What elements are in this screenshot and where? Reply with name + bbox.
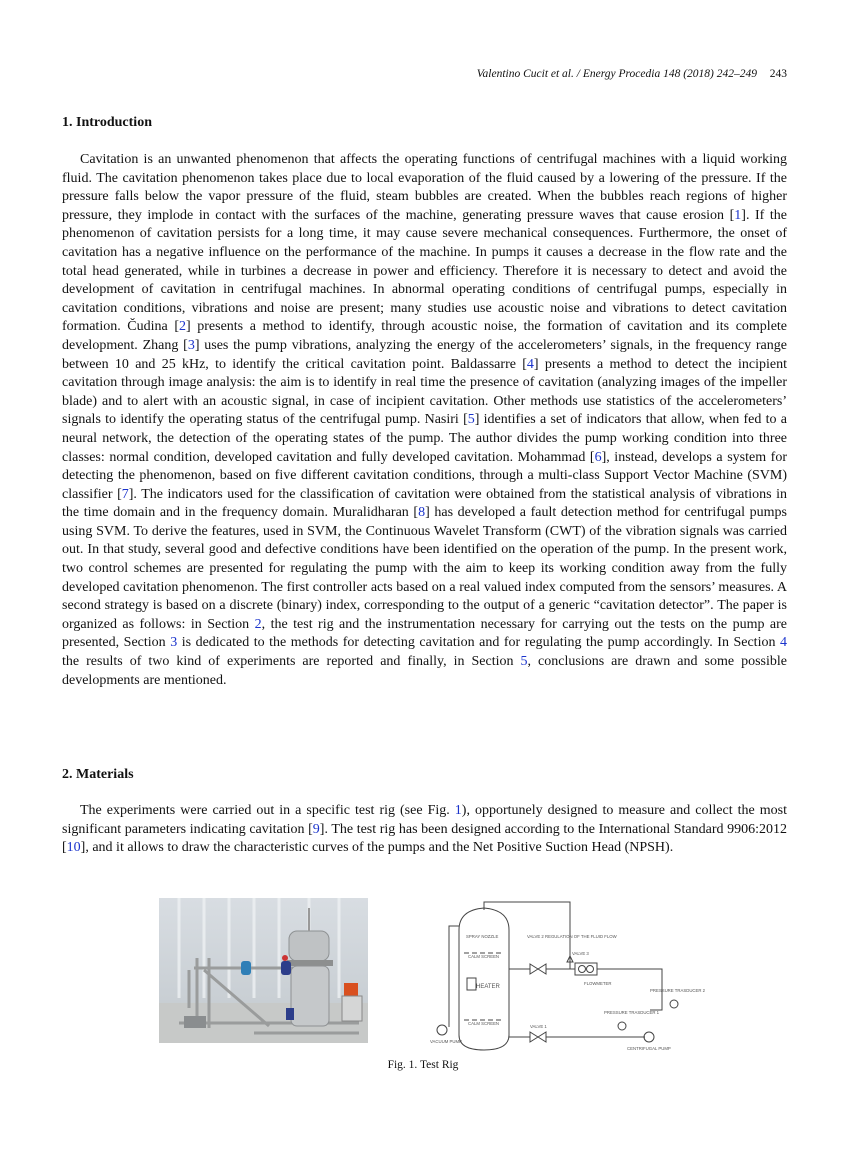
page-number: 243 — [769, 68, 787, 80]
label-valve2: VALVE 2 REGULATION OF THE FLUID FLOW — [527, 934, 617, 939]
label-spray-nozzle: SPRAY NOZZLE — [466, 934, 499, 939]
label-pressure-transducer-1: PRESSURE TRASDUCER 1 — [604, 1010, 660, 1015]
section-heading-materials: 2. Materials — [62, 767, 134, 782]
text-segment: ], and it allows to draw the characteristic curves of the pumps and the Net Positive Suction Head (NPSH). — [80, 840, 674, 856]
reference-link[interactable]: 4 — [779, 635, 787, 651]
test-rig-photo — [159, 898, 368, 1043]
reference-link[interactable]: 4 — [526, 356, 534, 372]
label-calm-screen-top: CALM SCREEN — [468, 954, 500, 959]
text-segment: ] identifies a set of indicators that allow, when fed to a neural network, the detection of the operating states of the pump. The author divides the pump working condition into three classes: normal condition, developed cavitation and fully developed cavitation. Mohammad [ — [62, 412, 787, 465]
text-segment: ]. The test rig has been designed according to the International Standard 9906:2012 [ — [62, 821, 787, 856]
label-valve1: VALVE 1 — [530, 1024, 547, 1029]
label-calm-screen-bottom: CALM SCREEN — [468, 1021, 500, 1026]
reference-link[interactable]: 1 — [454, 803, 462, 818]
reference-link[interactable]: 5 — [467, 412, 475, 428]
text-segment: ] has developed a fault detection method for centrifugal pumps using SVM. To derive the features, used in SVM, the Continuous Wavelet Transform (CWT) of the vibration signals was carried out. In that study, several good and defective conditions have been identified on the operation of the pump. In the present work, two control schemes are presented for regulating the pump with the aim to keep its working condition away from the fully developed cavitation phenomenon. The first controller acts based on a real valued index computed from the sensors’ measures. A second strategy is based on a discrete (binary) index, corresponding to the output of a generic “cavitation detector”. The paper is organized as follows: in Section — [62, 505, 787, 632]
label-pressure-transducer-2: PRESSURE TRASDUCER 2 — [650, 988, 706, 993]
reference-link[interactable]: 5 — [520, 654, 528, 670]
text-segment: Cavitation is an unwanted phenomenon that affects the operating functions of centrifugal machines with a liquid working fluid. The cavitation phenomenon takes place due to local evaporation of the fluid caused by a lowering of the pressure. If the pressure falls below the vapor pressure of the fluid, steam bubbles are created. When the bubbles reach regions of higher pressure, they implode in contact with the surfaces of the machine, generating pressure waves that cause erosion [ — [62, 152, 787, 223]
text-segment: ] presents a method to identify, through acoustic noise, the formation of cavitation and its complete development. Zhang [ — [62, 319, 788, 353]
text-segment: The experiments were carried out in a specific test rig (see Fig. — [80, 803, 455, 818]
introduction-paragraph — [62, 151, 787, 690]
text-segment: the results of two kind of experiments are reported and finally, in Section — [62, 654, 521, 670]
text-segment: ]. The indicators used for the classification of cavitation were obtained from the statistical analysis of vibrations in the time domain and in the frequency domain. Muralidharan [ — [62, 486, 787, 521]
text-segment: ], instead, develops a system for detecting the phenomenon, based on five different cavitation conditions, through a multi-class Support Vector Machine (SVM) classifier [ — [62, 449, 787, 502]
text-segment: , the test rig and the instrumentation necessary for carrying out the tests on the pump are presented, Section — [62, 616, 788, 651]
reference-link[interactable]: 3 — [187, 337, 195, 353]
figure-caption: Fig. 1. Test Rig — [387, 1059, 459, 1071]
text-segment: ] presents a method to detect the incipient cavitation through image analysis: the aim is to identify in real time the presence of cavitation (analyzing images of the impeller blade) and to alert with an acoustic signal, in case of incipient cavitation. Other methods use statistics of the accelerometers’ signals to identify the operating status of the centrifugal pump. Nasiri [ — [62, 356, 787, 428]
reference-link[interactable]: 7 — [121, 486, 129, 502]
label-heater: HEATER — [476, 984, 500, 990]
reference-link[interactable]: 2 — [254, 616, 262, 632]
text-segment: ]. If the phenomenon of cavitation persists for a long time, it may cause severe mechanical consequences. Furthermore, the onset of cavitation has a negative influence on the performance of the machine. In pumps it causes a decrease in the flow rate and the total head generated, while in turbines a decrease in power and efficiency. Therefore it is necessary to detect and avoid the development of cavitation in centrifugal machines. In abnormal operating conditions of centrifugal pumps, especially in cavitation conditions, vibrations and noise are present; many studies use acoustic noise and vibrations to detect cavitation formation. Čudina [ — [62, 207, 788, 335]
reference-link[interactable]: 8 — [418, 505, 426, 521]
text-segment: is dedicated to the methods for detecting cavitation and for regulating the pump accordingly. In Section — [177, 635, 780, 651]
label-flowmeter: FLOWMETER — [584, 981, 612, 986]
text-segment: , conclusions are drawn and some possible developments are mentioned. — [62, 654, 787, 688]
reference-link[interactable]: 1 — [734, 207, 742, 223]
label-valve3: VALVE 3 — [572, 951, 589, 956]
label-centrifugal-pump: CENTRIFUGAL PUMP — [627, 1046, 671, 1051]
label-vacuum-pump: VACUUM PUMP — [430, 1039, 462, 1044]
reference-link[interactable]: 6 — [594, 449, 602, 465]
materials-paragraph — [62, 802, 787, 858]
section-heading-introduction: 1. Introduction — [62, 115, 152, 130]
test-rig-schematic — [412, 880, 712, 1055]
reference-link[interactable]: 10 — [66, 840, 81, 856]
reference-link[interactable]: 9 — [312, 821, 320, 837]
reference-link[interactable]: 2 — [179, 319, 186, 335]
reference-link[interactable]: 3 — [170, 635, 178, 651]
running-title: Valentino Cucit et al. / Energy Procedia 148 (2018) 242–249 — [476, 68, 757, 80]
text-segment: ] uses the pump vibrations, analyzing the energy of the accelerometers’ signals, in the frequency range between 10 and 25 kHz, to identify the critical cavitation point. Baldassarre [ — [62, 337, 787, 372]
text-segment: ), opportunely designed to measure and collect the most significant parameters indicating cavitation [ — [62, 803, 787, 837]
